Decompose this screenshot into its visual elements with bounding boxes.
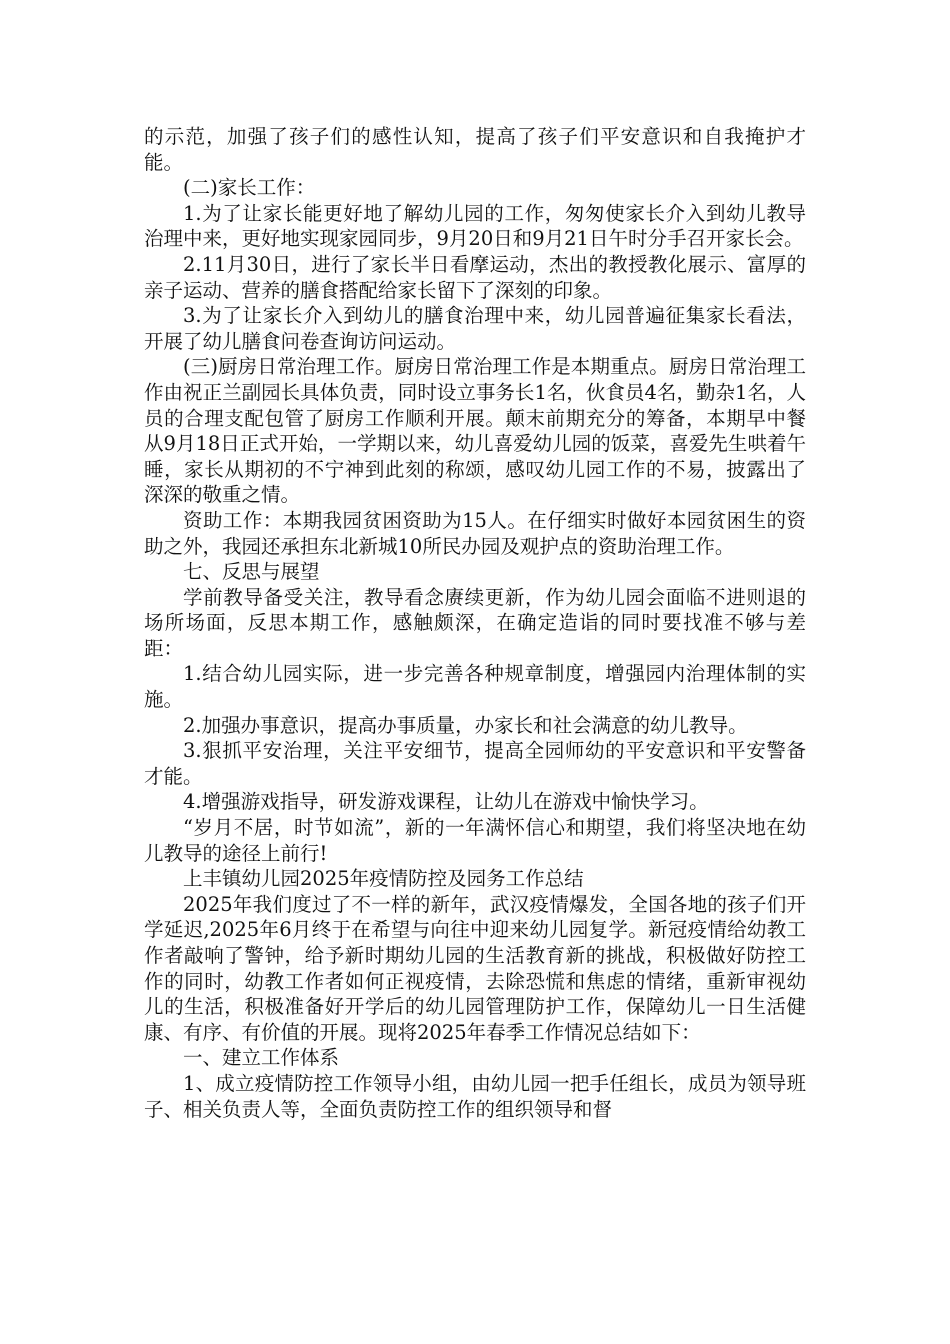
section-heading: 一、建立工作体系	[183, 1046, 340, 1070]
list-item: 3.狠抓平安治理，关注平安细节，提高全园师幼的平安意识和平安警备才能。	[144, 739, 806, 788]
list-item: 2.加强办事意识，提高办事质量，办家长和社会满意的幼儿教导。	[183, 713, 748, 737]
paragraph: 1.为了让家长能更好地了解幼儿园的工作，匆匆使家长介入到幼儿教导治理中来，更好地实现家园同步，9月20日和9月21日午时分手召开家长会。	[144, 201, 806, 251]
paragraph: “岁月不居，时节如流”，新的一年满怀信心和期望，我们将坚决地在幼儿教导的途径上前行!	[144, 816, 806, 865]
list-item: 1.结合幼儿园实际，进一步完善各种规章制度，增强园内治理体制的实施。	[144, 662, 806, 712]
paragraph: 资助工作：本期我园贫困资助为15人。在仔细实时做好本园贫困生的资助之外，我园还承担东北新城10所民办园及观护点的资助治理工作。	[144, 508, 806, 558]
paragraph: 的示范，加强了孩子们的感性认知，提高了孩子们平安意识和自我掩护才能。	[144, 125, 806, 174]
paragraph: 1、成立疫情防控工作领导小组，由幼儿园一把手任组长，成员为领导班子、相关负责人等，全面负责防控工作的组织领导和督	[144, 1071, 806, 1121]
paragraph: 3.为了让家长介入到幼儿的膳食治理中来，幼儿园普遍征集家长看法，开展了幼儿膳食问卷查询访问运动。	[144, 304, 806, 353]
document-title: 上丰镇幼儿园2025年疫情防控及园务工作总结	[183, 867, 584, 891]
document-page	[144, 124, 806, 1122]
paragraph: 2025年我们度过了不一样的新年，武汉疫情爆发，全国各地的孩子们开学延迟,2025年6月终于在希望与向往中迎来幼儿园复学。新冠疫情给幼教工作者敲响了警钟，给予新时期幼儿园的生活教育新的挑战，积极做好防控工作的同时，幼教工作者如何正视疫情，去除恐慌和焦虑的情绪，重新审视幼儿的生活，积极准备好开学后的幼儿园管理防护工作，保障幼儿一日生活健康、有序、有价值的开展。现将2025年春季工作情况总结如下：	[144, 892, 806, 1044]
list-item: 4.增强游戏指导，研发游戏课程，让幼儿在游戏中愉快学习。	[183, 790, 709, 814]
paragraph: (三)厨房日常治理工作。厨房日常治理工作是本期重点。厨房日常治理工作由祝正兰副园长具体负责，同时设立事务长1名，伙食员4名，勤杂1名，人员的合理支配包管了厨房工作顺利开展。颠末前期充分的筹备，本期早中餐从9月18日正式开始，一学期以来，幼儿喜爱幼儿园的饭菜，喜爱先生哄着午睡，家长从期初的不宁神到此刻的称颂，感叹幼儿园工作的不易，披露出了深深的敬重之情。	[144, 355, 806, 507]
paragraph-heading: (二)家长工作：	[183, 176, 316, 200]
section-heading: 七、反思与展望	[183, 560, 320, 584]
paragraph: 学前教导备受关注，教导看念赓续更新，作为幼儿园会面临不进则退的场所场面，反思本期工作，感触颇深，在确定造诣的同时要找准不够与差距：	[144, 585, 806, 660]
paragraph: 2.11月30日，进行了家长半日看摩运动，杰出的教授教化展示、富厚的亲子运动、营养的膳食搭配给家长留下了深刻的印象。	[144, 252, 806, 302]
